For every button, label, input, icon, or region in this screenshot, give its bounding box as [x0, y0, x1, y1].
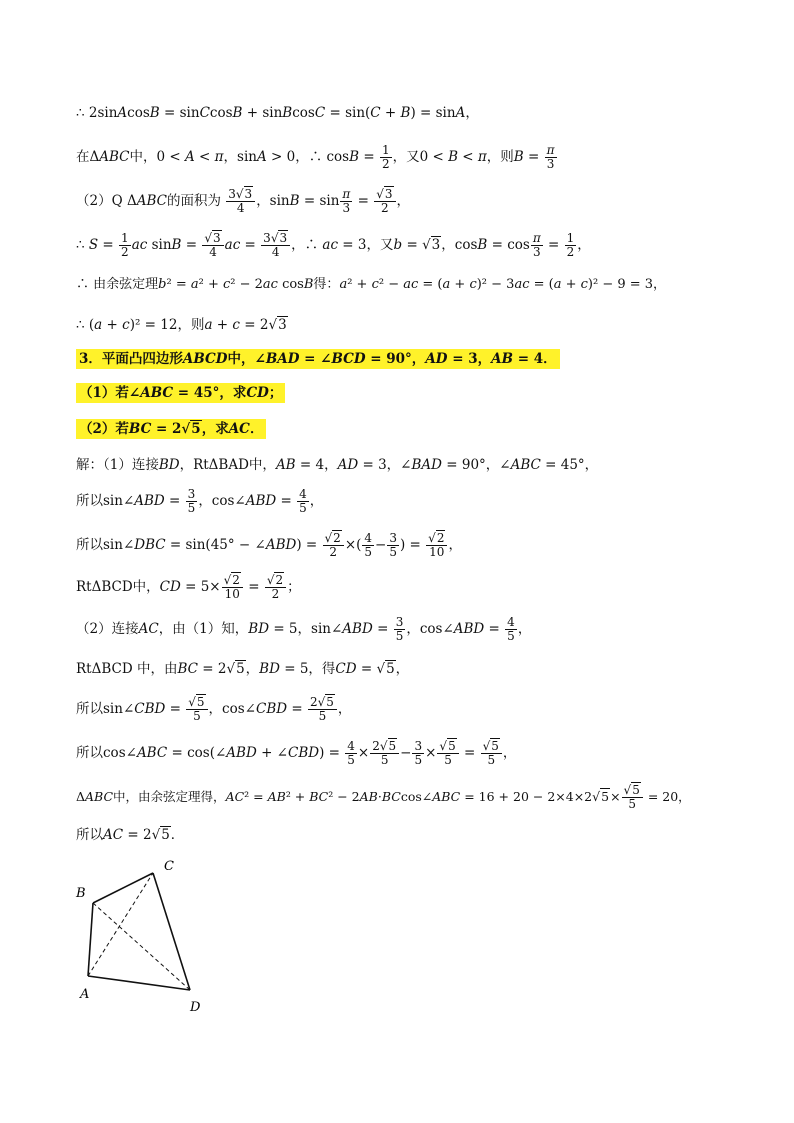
line-3: （2）Q ΔABC的面积为 $\frac{3√3}{4}$ ，sinB = sin $\frac{\pi}{3}$ = $\frac{√3}{2}$ ，: [76, 187, 410, 215]
label-c: C: [164, 859, 174, 874]
solution-line-2: 所以sin∠ABD = $\frac{3}{5}$ ，cos∠ABD = $\frac{4}{5}$ ，: [76, 487, 324, 515]
solution-line-1: 解：（1）连接BD，RtΔBAD中，AB = 4，AD = 3，∠BAD = 90°，∠ABC = 45°，: [76, 457, 599, 473]
diagonal-ac: [88, 873, 153, 976]
edge-ab: [88, 903, 93, 976]
solution-line-7: 所以sin∠CBD = $\frac{√5}{5}$ ，cos∠CBD = $\frac{2√5}{5}$ ，: [76, 695, 352, 723]
label-d: D: [190, 1000, 201, 1015]
line-1-text: ∴ 2sinAcosB = sinCcosB + sinBcosC = sin(C + B) = sinA，: [76, 105, 479, 121]
diagonal-bd: [93, 903, 190, 990]
edge-bc: [93, 873, 153, 903]
solution-line-4: RtΔBCD中，CD = 5× $\frac{√2}{10}$ = $\frac{√2}{2}$ ；: [76, 573, 301, 601]
question-3-part-1: （1）若∠ABC = 45°，求CD；: [76, 384, 285, 402]
line-4: ∴ S = $\frac{1}{2}$ ac sinB = $\frac{√3}{4}$ ac = $\frac{3√3}{4}$ ，∴ ac = 3，又b = √3，cosB = cos $\frac{\pi}{3}$ = $\frac{1}{2}$ ，: [76, 231, 591, 259]
solution-line-3: 所以sin∠DBC = sin(45° − ∠ABD) = $\frac{√2}{2}$ ×( $\frac{4}{5}$ − $\frac{3}{5}$ ) = $\frac{√2}{10}$ ，: [76, 531, 462, 559]
solution-line-8: 所以cos∠ABC = cos(∠ABD + ∠CBD) = $\frac{4}{5}$ × $\frac{2√5}{5}$ − $\frac{3}{5}$ × $\frac{√5}{5}$ = $\frac{√5}{5}$ ，: [76, 739, 517, 767]
solution-line-5: （2）连接AC，由（1）知，BD = 5，sin∠ABD = $\frac{3}{5}$ ，cos∠ABD = $\frac{4}{5}$ ，: [76, 615, 532, 643]
edge-da: [88, 976, 190, 990]
solution-line-6: RtΔBCD 中，由BC = 2√5，BD = 5，得CD = √5，: [76, 661, 410, 677]
question-3-part-2: （2）若BC = 2√5，求AC．: [76, 420, 266, 438]
line-6: ∴ (a + c)² = 12，则a + c = 2√3: [76, 317, 287, 333]
label-b: B: [76, 886, 86, 901]
question-3: 3．平面凸四边形ABCD中，∠BAD = ∠BCD = 90°，AD = 3，AB = 4．: [76, 350, 560, 368]
edge-cd: [153, 873, 190, 990]
solution-line-10: 所以AC = 2√5．: [76, 827, 185, 843]
solution-line-9: ΔABC中，由余弦定理得，AC² = AB² + BC² − 2AB·BCcos∠ABC = 16 + 20 − 2×4×2√5× $\frac{√5}{5}$ = 20，: [76, 783, 691, 811]
line-1: [76, 104, 479, 122]
line-5: ∴ 由余弦定理b² = a² + c² − 2ac cosB得：a² + c² − ac = (a + c)² − 3ac = (a + c)² − 9 = 3，: [76, 277, 667, 292]
label-a: A: [80, 987, 90, 1002]
line-2: 在ΔABC中，0 < A < π，sinA > 0，∴ cosB = $\frac{1}{2}$ ，又0 < B < π，则B = $\frac{\pi}{3}$: [76, 143, 555, 171]
